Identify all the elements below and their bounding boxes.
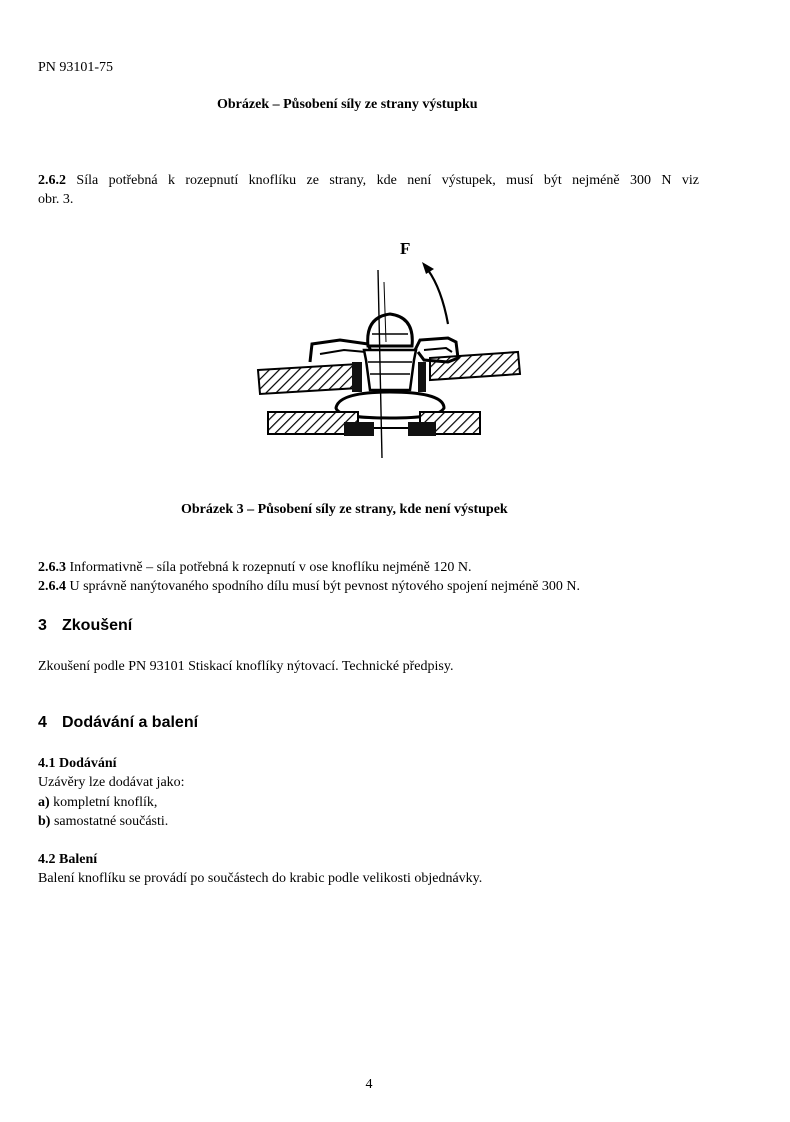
subsection-4-1-title: 4.1 Dodávání (38, 756, 117, 771)
list-item (38, 793, 157, 812)
list-item-text: kompletní knoflík, (49, 795, 158, 810)
list-marker: b) (38, 814, 51, 829)
paragraph-text: U správně nanýtovaného spodního dílu musí být pevnost nýtového spojení nejméně 300 N. (66, 579, 581, 594)
section-4-heading (38, 714, 198, 732)
upper-fabric-plate (258, 364, 358, 394)
snap-fastener-drawing (248, 222, 540, 464)
force-arrow-icon (422, 262, 448, 324)
snap-fastener-svg (248, 222, 540, 464)
section-title: Dodávání a balení (62, 714, 199, 731)
page-number: 4 (365, 1077, 373, 1092)
force-label: F (400, 239, 411, 258)
list-marker: a) (38, 795, 50, 810)
figure-caption-top: Obrázek – Působení síly ze strany výstupku (217, 97, 478, 112)
subsection-4-2-title: 4.2 Balení (38, 852, 98, 867)
list-item-text: samostatné součásti. (50, 814, 169, 829)
paragraph-number: 2.6.2 (38, 173, 66, 188)
paragraph-text: Informativně – síla potřebná k rozepnutí v ose knoflíku nejméně 120 N. (66, 560, 472, 575)
section-number: 4 (38, 714, 47, 731)
section-number: 3 (38, 617, 47, 634)
section-3-heading (38, 617, 132, 635)
section-3-text: Zkoušení podle PN 93101 Stiskací knoflíky nýtovací. Technické předpisy. (38, 659, 454, 674)
subsection-4-2-text: Balení knoflíku se provádí po součástech do krabic podle velikosti objednávky. (38, 871, 483, 886)
paragraph-number: 2.6.3 (38, 560, 66, 575)
paragraph-text: Síla potřebná k rozepnutí knoflíku ze strany, kde není výstupek, musí být nejméně 300 N viz (66, 173, 699, 188)
paragraph-number: 2.6.4 (38, 579, 66, 594)
paragraph-2-6-2-line1 (38, 171, 699, 190)
paragraph-2-6-2 (38, 171, 699, 209)
list-item (38, 812, 168, 831)
document-code: PN 93101-75 (38, 60, 114, 75)
paragraph-2-6-3 (38, 558, 472, 577)
subsection-4-1-intro: Uzávěry lze dodávat jako: (38, 775, 185, 790)
upper-fabric-plate-right (430, 352, 520, 380)
figure-3-caption: Obrázek 3 – Působení síly ze strany, kde není výstupek (181, 502, 508, 517)
paragraph-2-6-2-line2: obr. 3. (38, 192, 74, 207)
section-title: Zkoušení (62, 617, 133, 634)
stud-head (368, 314, 413, 346)
stud-neck (364, 350, 416, 390)
paragraph-2-6-4 (38, 577, 580, 596)
